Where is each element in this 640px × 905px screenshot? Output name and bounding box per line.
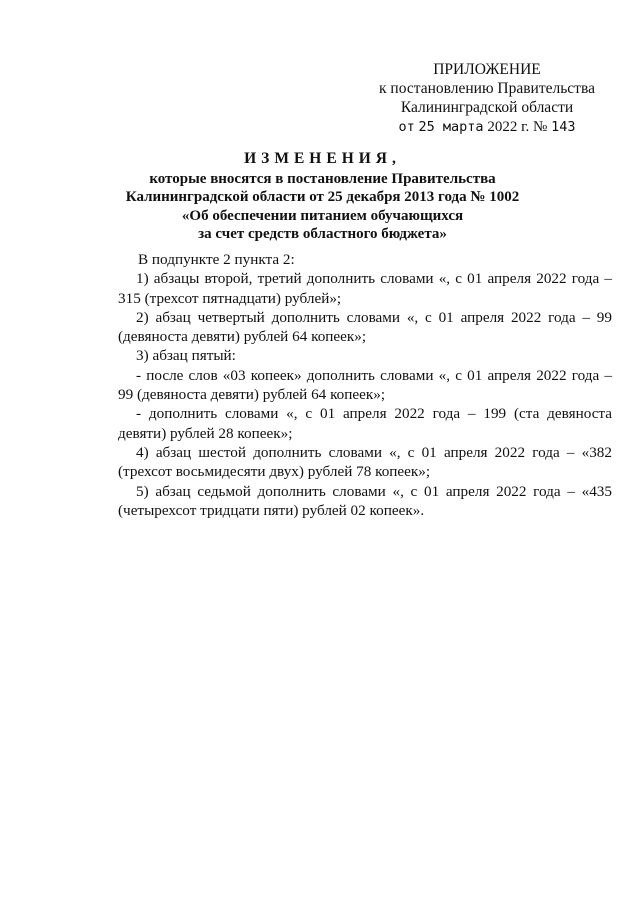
date-value: 25 марта (418, 119, 484, 135)
heading-line-1: которые вносятся в постановление Правительства (149, 170, 496, 187)
date-prefix: от (398, 119, 415, 135)
appendix-date-line (352, 118, 622, 137)
heading-line-2: Калининградской области от 25 декабря 2013 года № 1002 (125, 189, 520, 205)
paragraph-item-1: 1) абзацы второй, третий дополнить словами «, с 01 апреля 2022 года – 315 (трехсот пятнадцати) рублей»; (118, 270, 612, 307)
date-year: 2022 г. № (487, 119, 548, 135)
appendix-line-1: к постановлению Правительства (379, 80, 595, 97)
paragraph-item-5: 5) абзац седьмой дополнить словами «, с 01 апреля 2022 года – «435 (четырехсот тридцати пяти) рублей 02 копеек». (118, 482, 612, 519)
appendix-header (352, 60, 622, 137)
heading-line-4: за счет средств областного бюджета» (198, 226, 447, 242)
document-number: 143 (551, 119, 576, 135)
document-heading (120, 150, 525, 244)
paragraph-intro: В подпункте 2 пункта 2: (138, 251, 295, 268)
appendix-title: ПРИЛОЖЕНИЕ (433, 61, 541, 78)
heading-line-3: «Об обеспечении питанием обучающихся (181, 207, 464, 224)
paragraph-item-4: 4) абзац шестой дополнить словами «, с 01 апреля 2022 года – «382 (трехсот восьмидесяти двух) рублей 78 копеек»; (118, 443, 612, 481)
appendix-line-2: Калининградской области (400, 99, 574, 116)
document-body (118, 250, 612, 520)
paragraph-item-3-sub-2: - дополнить словами «, с 01 апреля 2022 года – 199 (ста девяноста девяти) рублей 28 копеек»; (118, 405, 612, 442)
heading-title: ИЗМЕНЕНИЯ, (244, 150, 401, 167)
paragraph-item-3-sub-1: - после слов «03 копеек» дополнить словами «, с 01 апреля 2022 года – 99 (девяноста девяти) рублей 64 копеек»; (118, 366, 612, 404)
paragraph-item-3: 3) абзац пятый: (136, 347, 236, 365)
paragraph-item-2: 2) абзац четвертый дополнить словами «, с 01 апреля 2022 года – 99 (девяноста девяти) рублей 64 копеек»; (118, 308, 612, 346)
